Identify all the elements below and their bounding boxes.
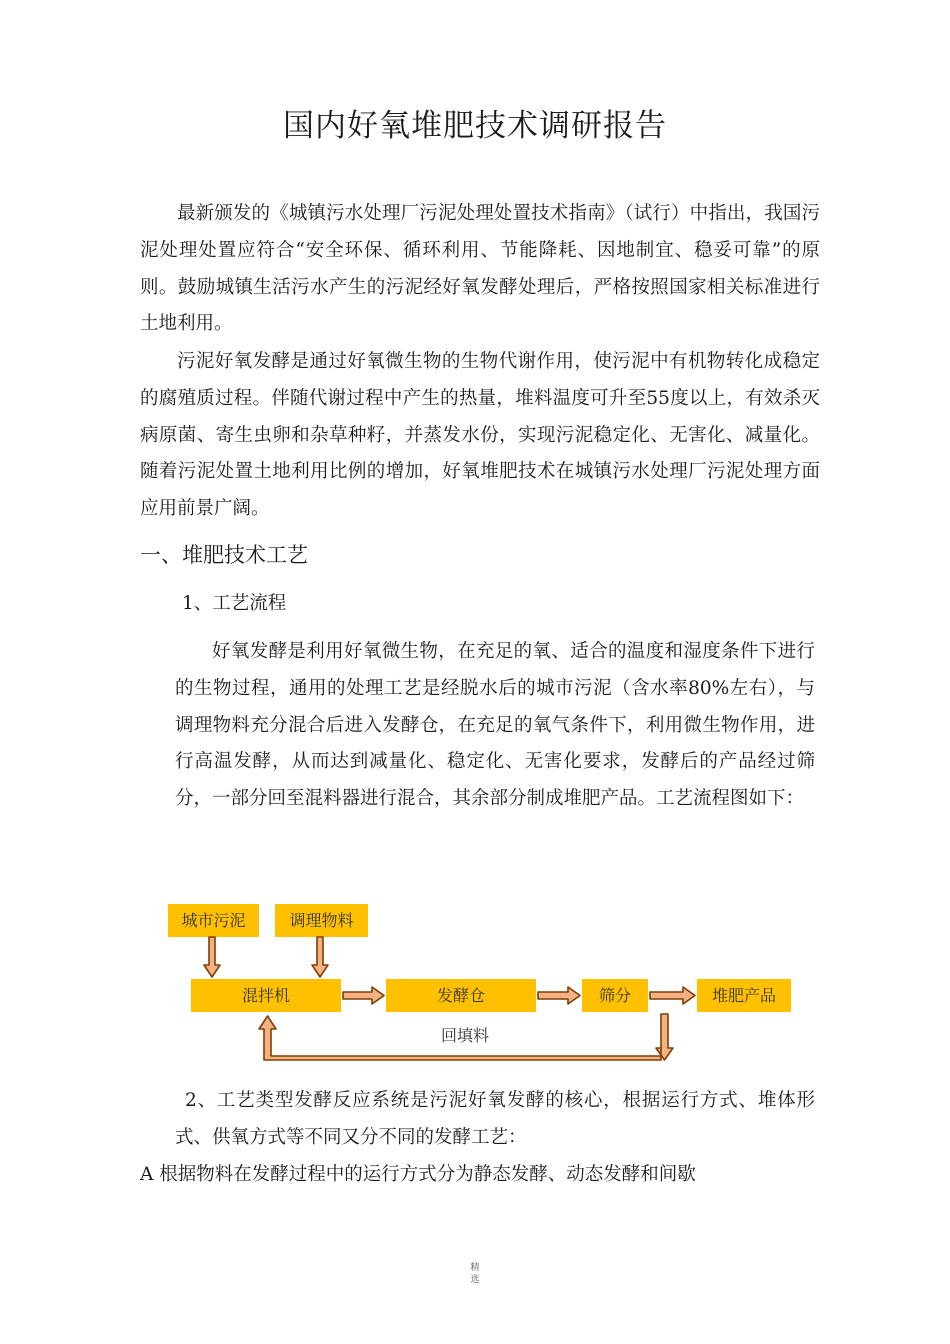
footer-mark-line1: 精 xyxy=(470,1263,480,1273)
arrow-down-conditioner xyxy=(312,937,328,977)
label-product: 堆肥产品 xyxy=(711,986,777,1005)
arrow-down-sludge xyxy=(204,937,220,977)
paragraph-process-types: 2、工艺类型发酵反应系统是污泥好氧发酵的核心，根据运行方式、堆体形式、供氧方式等不同又分不同的发酵工艺： xyxy=(175,1090,815,1148)
label-mixer: 混拌机 xyxy=(241,986,291,1005)
label-conditioner: 调理物料 xyxy=(289,911,354,930)
subsection-heading-process: 1、工艺流程 xyxy=(182,593,287,614)
label-sludge: 城市污泥 xyxy=(181,911,246,930)
label-screening: 筛分 xyxy=(598,986,632,1005)
footer-mark-line2: 选 xyxy=(470,1275,480,1285)
arrow-fermenter-to-screening xyxy=(538,987,580,1004)
paragraph-intro: 最新颁发的《城镇污水处理厂污泥处理处置技术指南》（试行）中指出，我国污泥处理处置应符合“安全环保、循环利用、节能降耗、因地制宜、稳妥可靠”的原则。鼓励城镇生活污水产生的污泥经好氧发酵处理后，严格按照国家相关标准进行土地利用。 xyxy=(140,203,820,335)
section-heading: 一、堆肥技术工艺 xyxy=(140,543,308,567)
page-footer xyxy=(0,1262,950,1286)
page-title: 国内好氧堆肥技术调研报告 xyxy=(283,108,667,144)
arrow-mixer-to-fermenter xyxy=(343,987,384,1004)
process-flow-diagram xyxy=(160,895,810,1075)
arrow-screening-to-product xyxy=(650,987,695,1004)
paragraph-process: 好氧发酵是利用好氧微生物，在充足的氧、适合的温度和湿度条件下进行的生物过程，通用的处理工艺是经脱水后的城市污泥（含水率80%左右），与调理物料充分混合后进入发酵仓，在充足的氧气条件下，利用微生物作用，进行高温发酵，从而达到减量化、稳定化、无害化要求，发酵后的产品经过筛分，一部分回至混料器进行混合，其余部分制成堆肥产品。工艺流程图如下： xyxy=(175,641,815,810)
label-fermenter: 发酵仓 xyxy=(436,986,486,1005)
paragraph-classification-a: A 根据物料在发酵过程中的运行方式分为静态发酵、动态发酵和间歇 xyxy=(140,1164,696,1185)
paragraph-aerobic-fermentation: 污泥好氧发酵是通过好氧微生物的生物代谢作用，使污泥中有机物转化成稳定的腐殖质过程。伴随代谢过程中产生的热量，堆料温度可升至55度以上，有效杀灭病原菌、寄生虫卵和杂草种籽，并蒸发水份，实现污泥稳定化、无害化、减量化。随着污泥处置土地利用比例的增加，好氧堆肥技术在城镇污水处理厂污泥处理方面应用前景广阔。 xyxy=(140,351,820,520)
label-return-material: 回填料 xyxy=(440,1026,490,1045)
